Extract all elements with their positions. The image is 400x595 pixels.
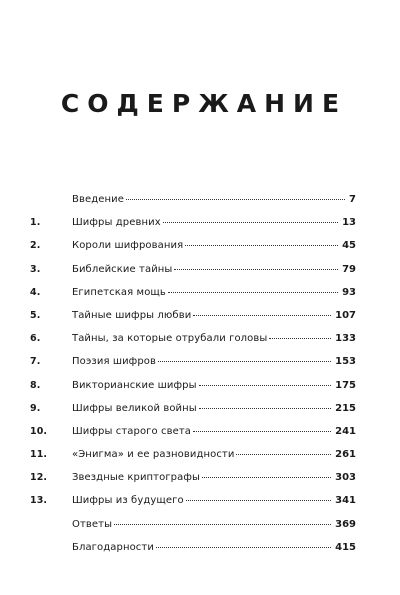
table-of-contents [30,188,356,559]
toc-entry [30,211,356,234]
dot-leader [199,384,332,386]
toc-entry [30,281,356,304]
toc-entry-number: 2. [30,240,41,252]
toc-entry-title: Шифры великой войны [72,402,197,414]
toc-entry-number: 4. [30,286,41,298]
dot-leader [163,221,338,223]
toc-entry-number: 11. [30,449,48,461]
toc-entry-title: Тайны, за которые отрубали головы [72,333,268,345]
dot-leader [236,453,331,455]
toc-entry-page-number: 175 [335,379,356,391]
toc-entry-title: Библейские тайны [72,263,173,275]
dot-leader [199,407,331,409]
toc-entry-page-number: 261 [335,449,356,461]
toc-entry-page-number: 133 [335,333,356,345]
toc-entry-page-number: 303 [335,472,356,484]
dot-leader [126,198,345,200]
toc-entry-number: 7. [30,356,41,368]
toc-entry-title: Шифры из будущего [72,495,184,507]
dot-leader [269,337,331,339]
toc-entry [30,489,356,512]
toc-entry-number: 10. [30,425,48,437]
toc-entry-page-number: 241 [335,425,356,437]
toc-entry [30,188,356,211]
dot-leader [202,476,331,478]
toc-entry-number: 3. [30,263,41,275]
toc-entry-title: Поэзия шифров [72,356,156,368]
toc-entry-title: Введение [72,194,124,205]
toc-entry [30,397,356,420]
toc-entry-title: Звездные криптографы [72,472,200,484]
dot-leader [193,314,331,316]
toc-entry [30,374,356,397]
toc-entry-page-number: 107 [335,309,356,321]
toc-entry [30,304,356,327]
toc-entry [30,350,356,373]
toc-entry-page-number: 341 [335,495,356,507]
dot-leader [158,360,331,362]
toc-entry [30,466,356,489]
dot-leader [156,546,331,548]
toc-entry-page-number: 415 [335,541,356,553]
toc-entry [30,258,356,281]
toc-entry-page-number: 79 [342,263,356,275]
toc-entry-number: 12. [30,472,48,484]
toc-entry-number: 5. [30,309,41,321]
dot-leader [168,291,338,293]
toc-entry [30,443,356,466]
toc-entry-page-number: 369 [335,518,356,530]
toc-entry-page-number: 45 [342,240,356,252]
dot-leader [174,268,338,270]
toc-entry-title: Шифры старого света [72,425,192,437]
toc-entry-title: Тайные шифры любви [72,309,192,321]
toc-entry-title: Викторианские шифры [72,379,197,391]
dot-leader [186,499,331,501]
toc-entry-number: 13. [30,495,48,507]
toc-entry-title: Короли шифрования [72,240,184,252]
toc-entry-page-number: 153 [335,356,356,368]
toc-entry-number: 9. [30,402,41,414]
toc-entry [30,513,356,536]
toc-entry-page-number: 7 [349,194,356,205]
toc-entry [30,420,356,443]
toc-entry [30,234,356,257]
toc-entry-page-number: 215 [335,402,356,414]
toc-entry [30,536,356,559]
dot-leader [185,244,338,246]
toc-entry [30,327,356,350]
toc-entry-number: 1. [30,217,41,229]
toc-entry-number: 6. [30,333,41,345]
toc-entry-title: Шифры древних [72,217,161,229]
toc-entry-number: 8. [30,379,41,391]
dot-leader [193,430,331,432]
toc-entry-title: Ответы [72,518,113,530]
toc-entry-title: «Энигма» и ее разновидности [72,449,235,461]
page-title: СОДЕРЖАНИЕ [60,89,348,118]
dot-leader [114,523,331,525]
toc-entry-title: Египетская мощь [72,286,166,298]
toc-entry-title: Благодарности [72,541,154,553]
toc-entry-page-number: 93 [342,286,356,298]
toc-entry-page-number: 13 [342,217,356,229]
